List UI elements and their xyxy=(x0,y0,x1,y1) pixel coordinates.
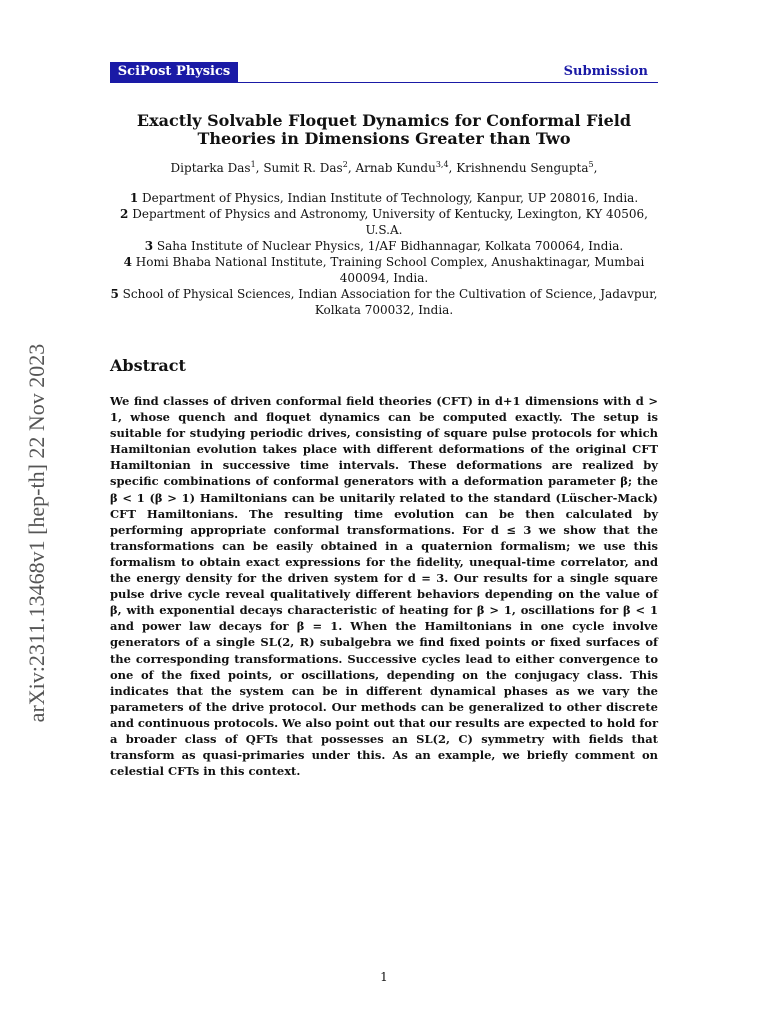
author-affiliation-mark: 5 xyxy=(588,160,594,169)
abstract-heading: Abstract xyxy=(110,356,186,375)
affiliation-number: 2 xyxy=(120,207,129,221)
author-name: Sumit R. Das xyxy=(263,161,343,175)
author-name: Krishnendu Sengupta xyxy=(456,161,589,175)
author-affiliation-mark: 3,4 xyxy=(435,160,449,169)
affiliation-number: 5 xyxy=(110,287,119,301)
affiliation-list xyxy=(110,190,658,318)
author-affiliation-mark: 2 xyxy=(342,160,348,169)
affiliation-text: Department of Physics and Astronomy, University of Kentucky, Lexington, KY 40506, U.S.A. xyxy=(132,207,648,237)
affiliation-text: Homi Bhaba National Institute, Training School Complex, Anushaktinagar, Mumbai 400094, India. xyxy=(135,255,645,285)
affiliation xyxy=(110,286,658,318)
affiliation-number: 4 xyxy=(123,255,132,269)
page-number: 1 xyxy=(380,970,388,984)
author-name: Arnab Kundu xyxy=(355,161,436,175)
affiliation xyxy=(110,206,658,238)
journal-badge: SciPost Physics xyxy=(110,62,238,82)
affiliation-number: 3 xyxy=(144,239,154,253)
affiliation xyxy=(110,190,658,206)
header-rule xyxy=(110,82,658,83)
affiliation-text: School of Physical Sciences, Indian Association for the Cultivation of Science, Jadavpur, Kolkata 700032, India. xyxy=(122,287,658,317)
affiliation-text: Saha Institute of Nuclear Physics, 1/AF Bidhannagar, Kolkata 700064, India. xyxy=(156,239,624,253)
author-name: Diptarka Das xyxy=(170,161,251,175)
submission-label: Submission xyxy=(563,64,648,79)
abstract-text: We find classes of driven conformal field theories (CFT) in d+1 dimensions with d > 1, whose quench and floquet dynamics can be computed exactly. The setup is suitable for studying periodic drives, consisting of square pulse protocols for which Hamiltonian evolution takes place with different deformations of the original CFT Hamiltonian in successive time intervals. These deformations are realized by specific combinations of conformal generators with a deformation parameter β; the β < 1 (β > 1) Hamiltonians can be unitarily related to the standard (Lüscher-Mack) CFT Hamiltonians. The resulting time evolution can be then calculated by performing appropriate conformal transformations. For d ≤ 3 we show that the transformations can be easily obtained in a quaternion formalism; we use this formalism to obtain exact expressions for the fidelity, unequal-time correlator, and the energy density for the driven system for d = 3. Our results for a single square pulse drive cycle reveal qualitatively different behaviors depending on the value of β, with exponential decays characteristic of heating for β > 1, oscillations for β < 1 and power law decays for β = 1. When the Hamiltonians in one cycle involve generators of a single SL(2, R) subalgebra we find fixed points or fixed surfaces of the corresponding transformations. Successive cycles lead to either convergence to one of the fixed points, or oscillations, depending on the conjugacy class. This indicates that the system can be in different dynamical phases as we vary the parameters of the drive protocol. Our methods can be generalized to other discrete and continuous protocols. We also point out that our results are expected to hold for a broader class of QFTs that possesses an SL(2, C) symmetry with fields that transform as quasi-primaries under this. As an example, we briefly comment on celestial CFTs in this context. xyxy=(110,394,658,779)
affiliation-text: Department of Physics, Indian Institute of Technology, Kanpur, UP 208016, India. xyxy=(142,191,639,205)
affiliation xyxy=(110,254,658,286)
author-affiliation-mark: 1 xyxy=(250,160,256,169)
affiliation xyxy=(110,238,658,254)
affiliation-number: 1 xyxy=(129,191,139,205)
author-list: Diptarka Das$^1$, Sumit R. Das$^2$, Arnab Kundu$^{3,4}$, Krishnendu Sengupta$^5$, xyxy=(170,160,598,175)
arxiv-identifier xyxy=(20,318,54,748)
arxiv-identifier-text: arXiv:2311.13468v1 [hep-th] 22 Nov 2023 xyxy=(24,343,49,723)
paper-title: Exactly Solvable Floquet Dynamics for Conformal Field Theories in Dimensions Greater than Two xyxy=(136,111,632,148)
